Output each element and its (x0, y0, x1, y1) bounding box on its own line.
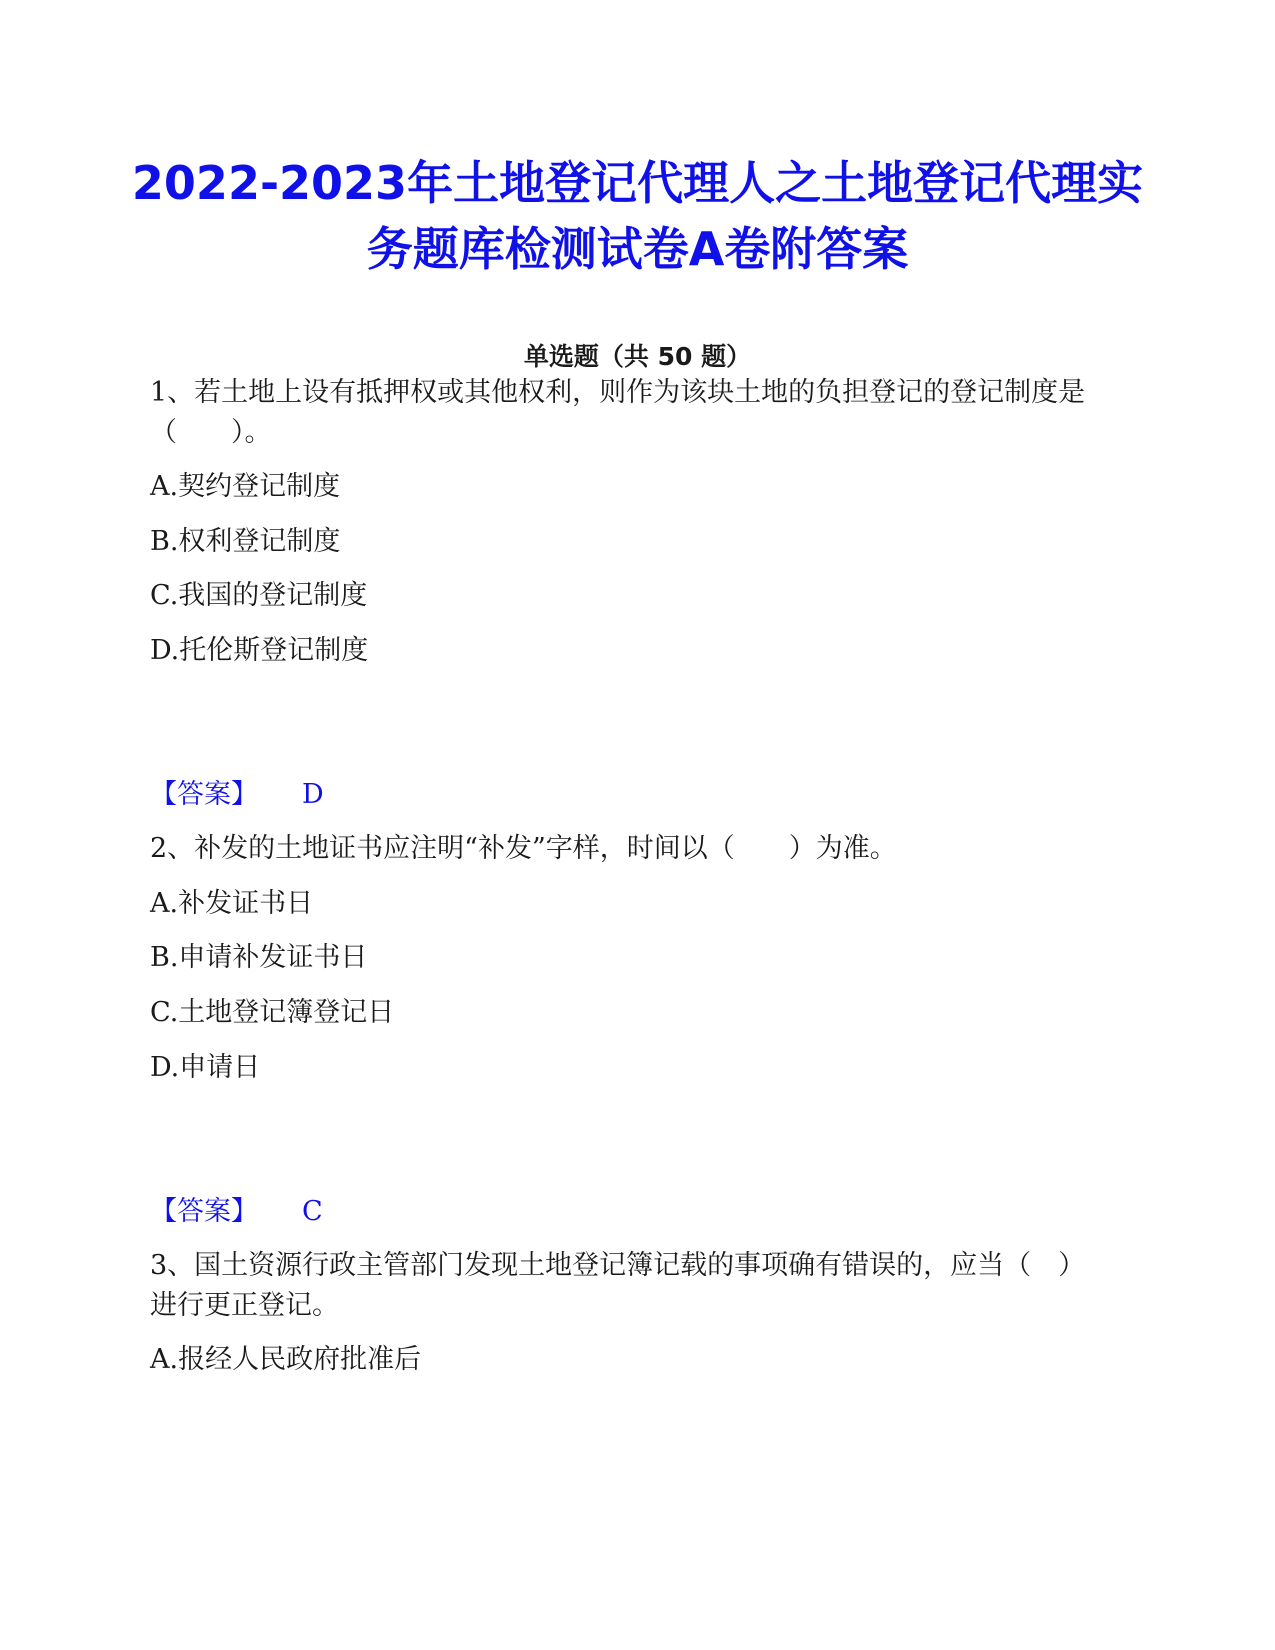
section-heading: 单选题（共 50 题） (523, 342, 752, 371)
question-2-option-b: B.申请补发证书日 (150, 942, 368, 973)
question-1-option-d: D.托伦斯登记制度 (150, 635, 369, 666)
question-2-answer (150, 1192, 323, 1232)
question-2-option-d: D.申请日 (150, 1052, 261, 1083)
question-1-answer (150, 775, 324, 815)
answer-value: D (302, 779, 324, 810)
question-3-option-a: A.报经人民政府批准后 (150, 1344, 422, 1375)
answer-value: C (302, 1196, 323, 1227)
question-1-stem: 1、若土地上设有抵押权或其他权利，则作为该块土地的负担登记的登记制度是（ ）。 (150, 377, 1086, 448)
question-2-option-a: A.补发证书日 (150, 888, 314, 919)
answer-label: 【答案】 (150, 779, 258, 810)
document-title: 2022-2023年土地登记代理人之土地登记代理实务题库检测试卷A卷附答案 (131, 156, 1144, 276)
question-2-stem: 2、补发的土地证书应注明“补发”字样，时间以（ ）为准。 (150, 833, 897, 864)
answer-label: 【答案】 (150, 1196, 258, 1227)
question-3-stem: 3、国土资源行政主管部门发现土地登记簿记载的事项确有错误的，应当（ ）进行更正登记。 (150, 1250, 1086, 1321)
question-1-option-b: B.权利登记制度 (150, 526, 341, 557)
question-2-option-c: C.土地登记簿登记日 (150, 997, 395, 1028)
question-1-option-c: C.我国的登记制度 (150, 580, 368, 611)
question-1-option-a: A.契约登记制度 (150, 471, 341, 502)
